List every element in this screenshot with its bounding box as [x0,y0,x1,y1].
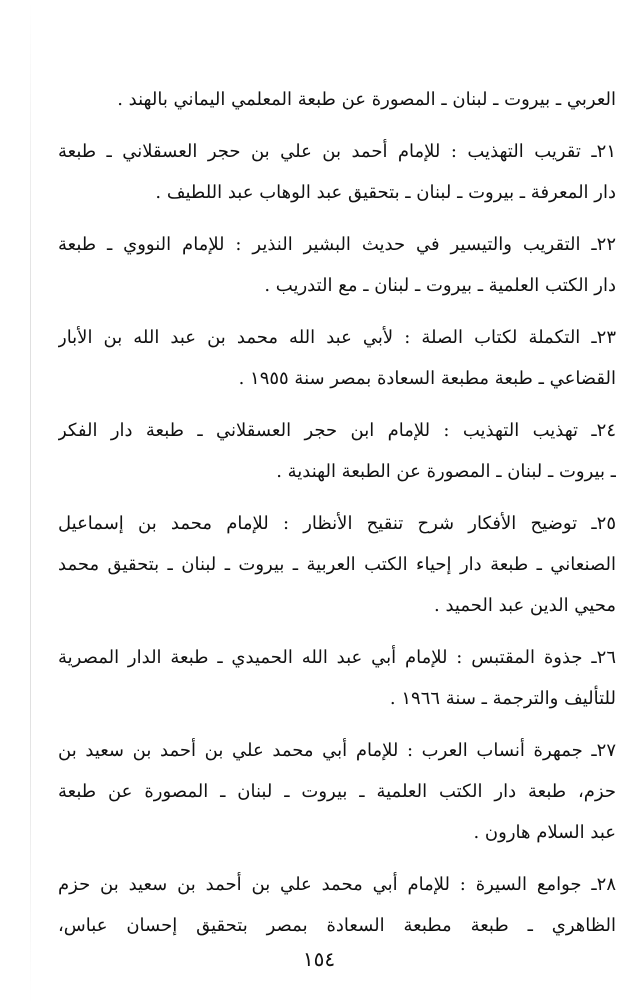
bibliography-entry-27-line-2: حزم، طبعة دار الكتب العلمية ـ بيروت ـ لبنان ـ المصورة عن طبعة [58,781,616,802]
bibliography-entry-27-line-1: ٢٧ـ جمهرة أنساب العرب : للإمام أبي محمد علي بن أحمد بن سعيد بن [58,740,616,761]
bibliography-entry-22-line-1: ٢٢ـ التقريب والتيسير في حديث البشير النذير : للإمام النووي ـ طبعة [58,234,616,255]
bibliography-entry-25-line-3: محيي الدين عبد الحميد . [434,595,616,616]
bibliography-entry-24-line-1: ٢٤ـ تهذيب التهذيب : للإمام ابن حجر العسقلاني ـ طبعة دار الفكر [58,420,616,441]
bibliography-text [58,86,616,953]
page-number: ١٥٤ [302,947,336,971]
bibliography-line: العربي ـ بيروت ـ لبنان ـ المصورة عن طبعة المعلمي اليماني بالهند . [117,89,616,110]
bibliography-entry-28-line-2: الظاهري ـ طبعة مطبعة السعادة بمصر بتحقيق إحسان عباس، [58,915,616,936]
page-crease [30,0,31,1006]
bibliography-entry-21-line-2: دار المعرفة ـ بيروت ـ لبنان ـ بتحقيق عبد الوهاب عبد اللطيف . [155,182,616,203]
bibliography-entry-23-line-2: القضاعي ـ طبعة مطبعة السعادة بمصر سنة ١٩٥٥ . [238,368,616,389]
bibliography-entry-24-line-2: ـ بيروت ـ لبنان ـ المصورة عن الطبعة الهندية . [276,461,616,482]
bibliography-entry-25-line-2: الصنعاني ـ طبعة دار إحياء الكتب العربية ـ بيروت ـ لبنان ـ بتحقيق محمد [58,554,616,575]
bibliography-entry-26-line-1: ٢٦ـ جذوة المقتبس : للإمام أبي عبد الله الحميدي ـ طبعة الدار المصرية [58,647,616,668]
bibliography-entry-22-line-2: دار الكتب العلمية ـ بيروت ـ لبنان ـ مع التدريب . [264,275,616,296]
bibliography-entry-28-line-1: ٢٨ـ جوامع السيرة : للإمام أبي محمد علي بن أحمد بن سعيد بن حزم [58,874,616,895]
bibliography-entry-23-line-1: ٢٣ـ التكملة لكتاب الصلة : لأبي عبد الله محمد بن عبد الله بن الأبار [58,327,616,348]
bibliography-entry-25-line-1: ٢٥ـ توضيح الأفكار شرح تنقيح الأنظار : للإمام محمد بن إسماعيل [58,513,616,534]
bibliography-entry-26-line-2: للتأليف والترجمة ـ سنة ١٩٦٦ . [389,688,616,709]
bibliography-entry-27-line-3: عبد السلام هارون . [473,822,616,843]
bibliography-entry-21-line-1: ٢١ـ تقريب التهذيب : للإمام أحمد بن علي بن حجر العسقلاني ـ طبعة [58,141,616,162]
